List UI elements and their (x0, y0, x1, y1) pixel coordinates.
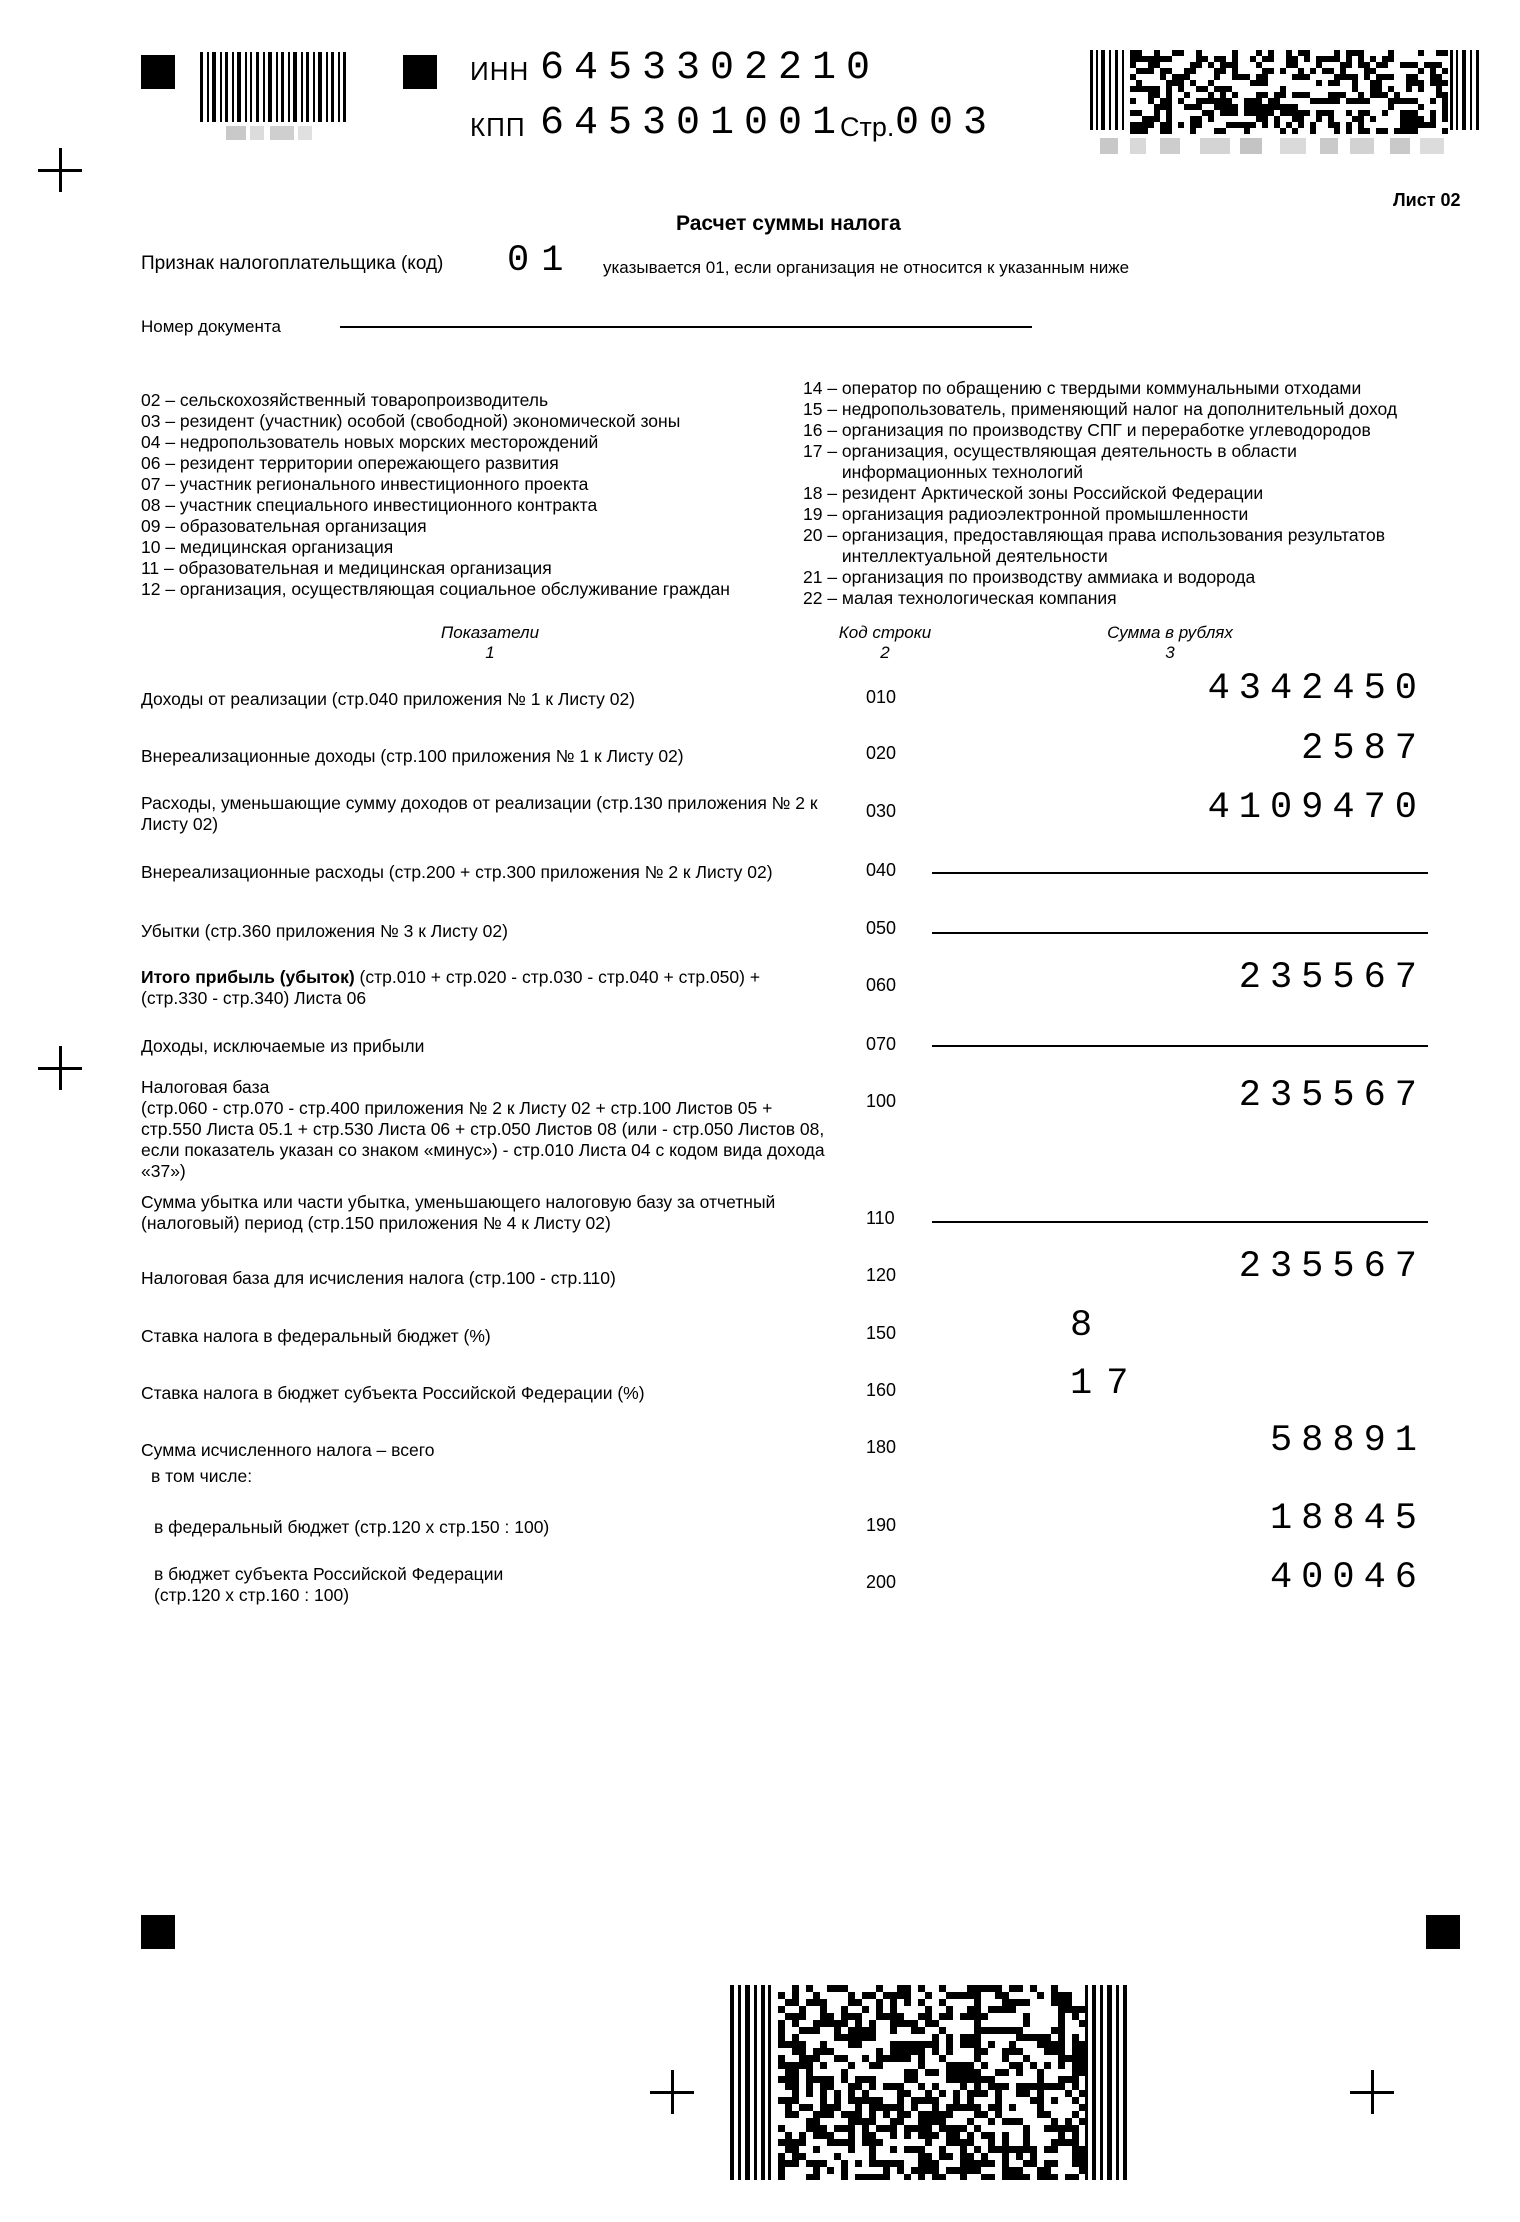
row-code-010: 010 (866, 687, 897, 707)
column-header-text: Сумма в рублях (1107, 623, 1233, 642)
row-value-200: 40046 (1269, 1557, 1426, 1599)
row-code-060: 060 (866, 975, 897, 995)
kpp-label: КПП (470, 112, 526, 142)
row-code-030: 030 (866, 801, 897, 821)
column-header-text: Показатели (440, 623, 540, 642)
row-label-110: Сумма убытка или части убытка, уменьшающего налоговую базу за отчетный (налоговый) период (стр.150 приложения № 4 к Листу 02) (141, 1192, 776, 1233)
page-number: 003 (895, 101, 998, 146)
registration-cross-top-left (38, 148, 82, 192)
corner-marker-bottom-left (141, 1915, 175, 1949)
doc-number-field (340, 326, 1032, 328)
code-item: информационных технологий (803, 462, 1084, 482)
taxpayer-sign-note: указывается 01, если организация не относится к указанным ниже (603, 258, 1130, 277)
row-label-200: в бюджет субъекта Российской Федерации (стр.120 х стр.160 : 100) (154, 1564, 504, 1605)
row-value-190: 18845 (1269, 1498, 1426, 1540)
registration-cross-bottom-left (650, 2070, 694, 2114)
row-value-120: 235567 (1238, 1246, 1426, 1288)
row-value-160: 17 (1070, 1363, 1143, 1405)
column-header-number: 3 (1165, 643, 1175, 662)
code-item: 21 – организация по производству аммиака и водорода (803, 567, 1256, 587)
column-header-line-code (805, 623, 965, 663)
row-code-150: 150 (866, 1323, 897, 1343)
codes-list-right (803, 378, 1397, 609)
code-item: 02 – сельскохозяйственный товаропроизводитель (141, 390, 549, 410)
code-item: 20 – организация, предоставляющая права использования результатов (803, 525, 1386, 545)
form-title: Расчет суммы налога (676, 212, 901, 235)
row-code-160: 160 (866, 1380, 897, 1400)
column-header-number: 2 (880, 643, 890, 662)
inn-label: ИНН (470, 56, 530, 86)
row-label-160: Ставка налога в бюджет субъекта Российской Федерации (%) (141, 1383, 645, 1403)
code-item: 12 – организация, осуществляющая социальное обслуживание граждан (141, 579, 730, 599)
row-code-200: 200 (866, 1572, 897, 1592)
code-item: 04 – недропользователь новых морских месторождений (141, 432, 599, 452)
row-value-020: 2587 (1301, 728, 1426, 770)
registration-cross-bottom-right (1350, 2070, 1394, 2114)
barcode-2d-top-right (1090, 50, 1480, 160)
code-item: интеллектуальной деятельности (803, 546, 1108, 566)
row-code-100: 100 (866, 1091, 897, 1111)
row-value-060: 235567 (1238, 957, 1426, 999)
row-value-100: 235567 (1238, 1075, 1426, 1117)
codes-list-left (141, 390, 730, 600)
sheet-label: Лист 02 (1393, 190, 1461, 210)
code-item: 19 – организация радиоэлектронной промышленности (803, 504, 1249, 524)
row-code-040: 040 (866, 860, 897, 880)
row-code-110: 110 (866, 1208, 895, 1228)
row-code-020: 020 (866, 743, 897, 763)
row-label-190: в федеральный бюджет (стр.120 х стр.150 : 100) (154, 1517, 550, 1537)
row-field-040 (932, 872, 1428, 874)
code-item: 06 – резидент территории опережающего развития (141, 453, 559, 473)
row-label-including: в том числе: (151, 1466, 253, 1486)
registration-cross-middle-left (38, 1046, 82, 1090)
row-code-180: 180 (866, 1437, 897, 1457)
corner-marker-top-middle (403, 55, 437, 89)
row-label-120: Налоговая база для исчисления налога (стр.100 - стр.110) (141, 1268, 616, 1288)
row-label-180: Сумма исчисленного налога – всего (141, 1440, 435, 1460)
taxpayer-sign-label: Признак налогоплательщика (код) (141, 253, 444, 274)
code-item: 17 – организация, осуществляющая деятельность в области (803, 441, 1297, 461)
row-label-060 (141, 967, 821, 1009)
column-header-amount (1075, 623, 1265, 663)
page-label: Стр. (840, 112, 895, 142)
row-label-040: Внереализационные расходы (стр.200 + стр.300 приложения № 2 к Листу 02) (141, 862, 773, 882)
row-label-100: Налоговая база (стр.060 - стр.070 - стр.400 приложения № 2 к Листу 02 + стр.100 Листов 05 + стр.550 Листа 05.1 + стр.530 Листа 06 + стр.050 Листов 08 (или - стр.050 Листов 08, если показатель указан со знаком «минус») - стр.010 Листа 04 с кодом вида дохода «37») (141, 1077, 825, 1181)
corner-marker-top-left (141, 55, 175, 89)
row-code-050: 050 (866, 918, 897, 938)
column-header-text: Код строки (838, 623, 932, 642)
row-value-010: 4342450 (1207, 668, 1426, 710)
code-item: 22 – малая технологическая компания (803, 588, 1117, 608)
row-label-020: Внереализационные доходы (стр.100 приложения № 1 к Листу 02) (141, 746, 684, 766)
row-field-050 (932, 932, 1428, 934)
row-label-070: Доходы, исключаемые из прибыли (141, 1036, 425, 1056)
code-item: 07 – участник регионального инвестиционного проекта (141, 474, 589, 494)
code-item: 14 – оператор по обращению с твердыми коммунальными отходами (803, 378, 1362, 398)
row-field-070 (932, 1045, 1428, 1047)
row-label-060-text: (стр.010 + стр.020 - стр.030 - стр.040 + стр.050) + (стр.330 - стр.340) Листа 06 (141, 967, 761, 1008)
code-item: 11 – образовательная и медицинская организация (141, 558, 552, 578)
row-value-180: 58891 (1269, 1420, 1426, 1462)
code-item: 15 – недропользователь, применяющий налог на дополнительный доход (803, 399, 1398, 419)
row-code-070: 070 (866, 1034, 897, 1054)
column-header-number: 1 (485, 643, 495, 662)
code-item: 09 – образовательная организация (141, 516, 427, 536)
inn-value: 6453302210 (540, 46, 881, 91)
row-label-150: Ставка налога в федеральный бюджет (%) (141, 1326, 491, 1346)
row-label-050: Убытки (стр.360 приложения № 3 к Листу 02) (141, 921, 508, 941)
barcode-2d-bottom (730, 1985, 1130, 2180)
code-item: 16 – организация по производству СПГ и переработке углеводородов (803, 420, 1371, 440)
row-value-030: 4109470 (1207, 787, 1426, 829)
column-header-indicators (390, 623, 590, 663)
row-label-060-bold: Итого прибыль (убыток) (141, 967, 355, 987)
code-item: 03 – резидент (участник) особой (свободной) экономической зоны (141, 411, 681, 431)
row-field-110 (932, 1221, 1428, 1223)
code-item: 18 – резидент Арктической зоны Российской Федерации (803, 483, 1264, 503)
barcode-top-left (200, 52, 350, 142)
row-label-010: Доходы от реализации (стр.040 приложения № 1 к Листу 02) (141, 689, 636, 709)
doc-number-label: Номер документа (141, 317, 281, 336)
row-label-030: Расходы, уменьшающие сумму доходов от реализации (стр.130 приложения № 2 к Листу 02) (141, 793, 818, 834)
code-item: 10 – медицинская организация (141, 537, 394, 557)
row-value-150: 8 (1070, 1305, 1107, 1347)
corner-marker-bottom-right (1426, 1915, 1460, 1949)
code-item: 08 – участник специального инвестиционного контракта (141, 495, 598, 515)
taxpayer-sign-value: 01 (507, 240, 576, 282)
row-code-190: 190 (866, 1515, 897, 1535)
row-code-120: 120 (866, 1265, 897, 1285)
kpp-value: 645301001 (540, 101, 847, 146)
